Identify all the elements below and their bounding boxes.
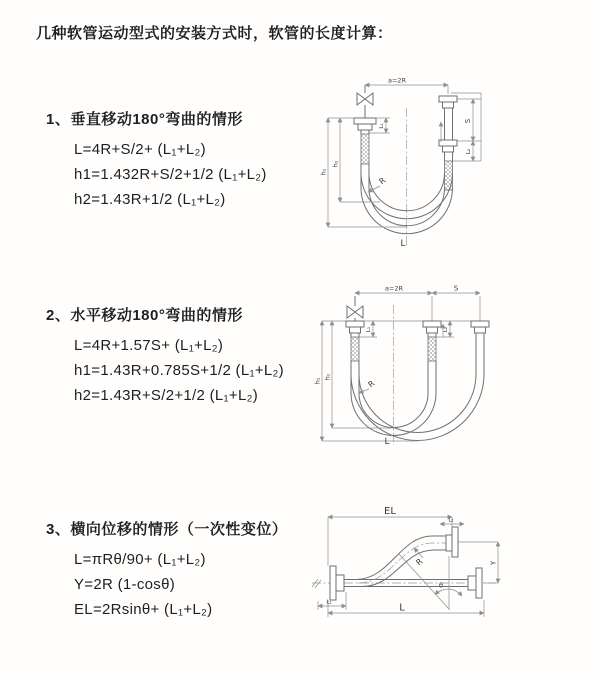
dim-label-l1: L₁ [366, 326, 372, 333]
section-1-heading: 1、垂直移动180°弯曲的情形 [46, 111, 243, 128]
diagram-3-lateral-displacement [300, 498, 600, 660]
height-dimensions [314, 321, 419, 441]
l2-dimension [440, 518, 464, 525]
diagram-2-horizontal-180 [303, 281, 505, 461]
dim-label-l: L [384, 437, 390, 447]
dim-label-r: R [366, 378, 377, 390]
diagram-1-vertical-180 [320, 70, 500, 254]
dim-label-h1: h₁ [313, 377, 322, 385]
dim-label-r: R [414, 556, 425, 568]
s-curve-hose-displaced [356, 536, 446, 587]
page-title: 几种软管运动型式的安装方式时，软管的长度计算： [36, 25, 393, 42]
formula-el: EL=2Rsinθ+ (L₁+L₂) [74, 601, 213, 618]
braided-section [351, 337, 359, 361]
dim-label-l2: L₂ [443, 326, 449, 333]
valve-icon [357, 85, 373, 118]
formula-y: Y=2R (1-cosθ) [74, 576, 176, 593]
dim-label-y: Y [489, 560, 498, 566]
dim-label-a2r: a=2R [384, 284, 404, 293]
l-dimension [328, 600, 484, 617]
dim-label-h2: h₂ [331, 160, 340, 168]
dim-label-l: L [400, 239, 406, 249]
dim-label-s: S [453, 284, 459, 293]
radius-callout [414, 548, 425, 567]
dim-label-el: EL [384, 506, 396, 517]
right-fitting-moved-position [471, 321, 489, 374]
formula-l: L=πRθ/90+ (L₁+L₂) [74, 551, 206, 568]
section-3 [46, 518, 287, 622]
top-span-dimension [355, 285, 480, 322]
middle-fitting [423, 321, 441, 361]
section-1 [46, 108, 267, 212]
formula-h2: h2=1.43R+S/2+1/2 (L₁+L₂) [74, 387, 259, 404]
section-3-heading: 3、横向位移的情形（一次性变位） [46, 521, 288, 538]
formula-h2: h2=1.43R+1/2 (L₁+L₂) [74, 191, 226, 208]
left-flange [330, 566, 344, 600]
left-fitting [354, 118, 376, 164]
dim-label-h2: h₂ [323, 373, 332, 381]
braided-section [361, 134, 369, 164]
angle-construction [399, 554, 462, 610]
top-span-dimension [365, 77, 448, 95]
formula-h1: h1=1.432R+S/2+1/2 (L₁+L₂) [74, 166, 267, 183]
dim-label-l2: L₂ [448, 517, 454, 524]
dim-label-a2r: a=2R [387, 76, 407, 85]
dim-label-theta: θ [439, 581, 443, 590]
dim-label-s: S [464, 118, 472, 124]
braided-section [428, 337, 436, 361]
section-2-heading: 2、水平移动180°弯曲的情形 [46, 307, 243, 324]
dim-label-r: R [377, 175, 388, 187]
dim-label-l: L [399, 602, 405, 614]
pipe-break-mark [312, 579, 321, 588]
right-fitting-two-positions [439, 96, 457, 190]
section-2 [46, 304, 284, 408]
dim-label-h1: h₁ [320, 168, 328, 176]
formula-l: L=4R+S/2+ (L₁+L₂) [74, 141, 206, 158]
left-fitting [346, 321, 364, 361]
dim-label-l1: L₁ [326, 599, 332, 606]
s-l2-dimensions [451, 93, 481, 161]
formula-h1: h1=1.43R+0.785S+1/2 (L₁+L₂) [74, 362, 284, 379]
lower-right-flange [468, 568, 482, 598]
dim-label-l2: L₂ [466, 148, 472, 155]
upper-flange-displaced [446, 527, 458, 557]
hose-loops [351, 361, 484, 441]
dim-label-l1: L₁ [379, 123, 385, 129]
formula-l: L=4R+1.57S+ (L₁+L₂) [74, 337, 224, 354]
valve-icon [347, 296, 363, 321]
